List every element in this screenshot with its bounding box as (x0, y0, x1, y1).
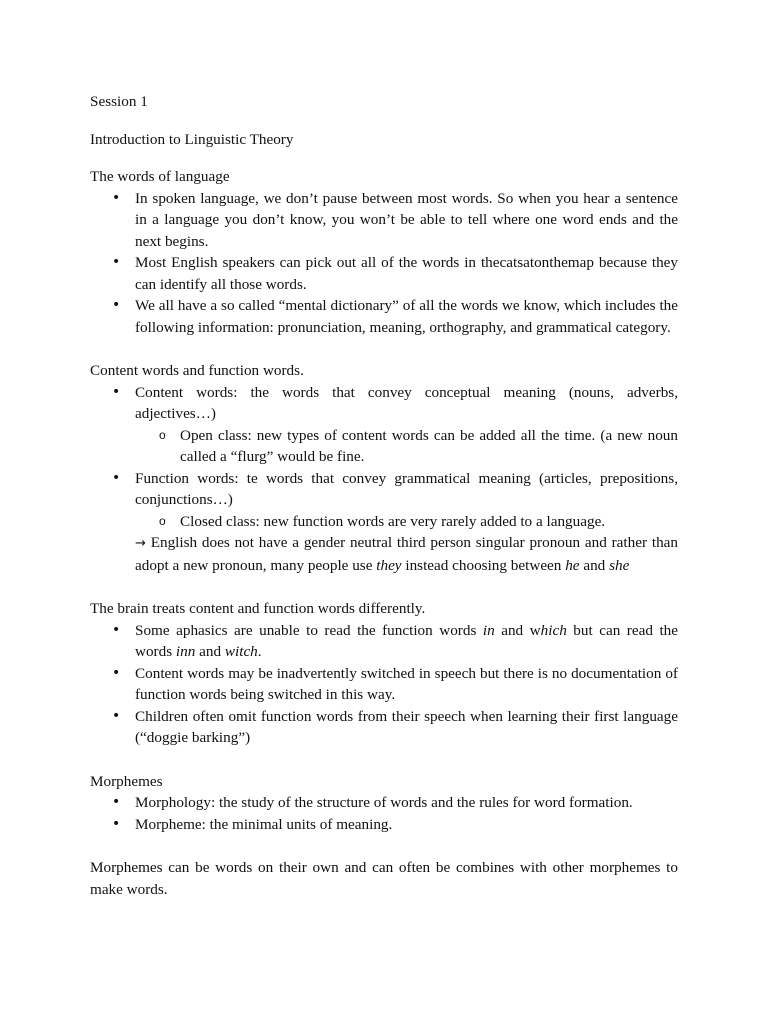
note-emphasis: he (565, 556, 580, 574)
list-item: • Content words may be inadvertently switched in speech but there is no documentation of function words being switched in this way. (90, 663, 678, 706)
list-item: • In spoken language, we don’t pause between most words. So when you hear a sentence in a language you don’t know, you won’t be able to tell where one word ends and the next begins. (90, 188, 678, 253)
section-heading-words: The words of language (90, 168, 230, 185)
arrow-right-icon: → (135, 536, 146, 551)
section-heading-brain: The brain treats content and function words differently. (90, 600, 426, 617)
list-item: • Morphology: the study of the structure of words and the rules for word formation. (90, 792, 678, 814)
note-emphasis: they (376, 556, 402, 574)
item-text: . (257, 643, 262, 660)
bullet-list-morphemes (90, 792, 678, 835)
item-text: and (195, 643, 225, 660)
list-item: • Morpheme: the minimal units of meaning. (90, 814, 678, 836)
item-emphasis: inn (175, 643, 196, 660)
arrow-note (90, 532, 678, 576)
note-text: instead choosing between (401, 556, 566, 574)
item-emphasis: hich (540, 621, 567, 639)
item-emphasis: in (482, 621, 495, 639)
list-item: • We all have a so called “mental dictionary” of all the words we know, which includes the following information: pronunciation, meaning, orthography, and grammatical category. (90, 295, 678, 338)
note-emphasis: she (609, 556, 630, 574)
session-label: Session 1 (90, 93, 148, 110)
bullet-list-brain (90, 620, 678, 749)
list-item: • Children often omit function words from their speech when learning their first language (“doggie barking”) (90, 706, 678, 749)
note-text: English does not have a gender neutral third person singular pronoun and rather than adopt a new pronoun, many people use (135, 534, 678, 574)
list-item-aphasics (90, 620, 678, 663)
note-text: and (579, 556, 610, 574)
item-emphasis: witch (224, 643, 258, 660)
sub-list-item-closed-class: o Closed class: new function words are very rarely added to a language. (90, 511, 678, 533)
bullet-list-words (90, 188, 678, 339)
section-heading-morphemes: Morphemes (90, 772, 163, 790)
list-item: • Most English speakers can pick out all of the words in thecatsatonthemap because they can identify all those words. (90, 252, 678, 295)
list-item-function-words: • Function words: te words that convey grammatical meaning (articles, prepositions, conjunctions…) (90, 468, 678, 511)
bullet-list-content-function (90, 382, 678, 533)
item-text: but can read the words (135, 621, 679, 660)
sub-list-item-open-class: o Open class: new types of content words can be added all the time. (a new noun called a “flurg” would be fine. (90, 425, 678, 468)
item-text: Some aphasics are unable to read the function words (135, 621, 483, 639)
document-title: Introduction to Linguistic Theory (90, 130, 294, 148)
closing-paragraph: Morphemes can be words on their own and can often be combines with other morphemes to make words. (90, 859, 678, 898)
page-content (90, 91, 678, 900)
list-item-content-words: • Content words: the words that convey conceptual meaning (nouns, adverbs, adjectives…) (90, 382, 678, 425)
section-heading-content-function: Content words and function words. (90, 362, 304, 379)
item-text: and w (494, 621, 541, 639)
